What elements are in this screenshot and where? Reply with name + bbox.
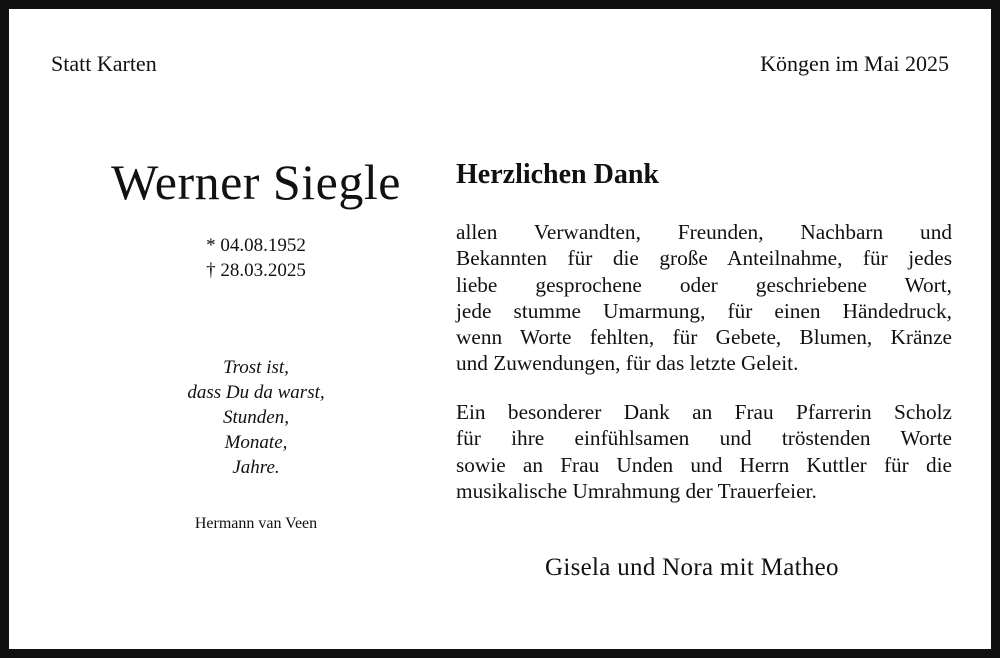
birth-date: * 04.08.1952 — [206, 235, 306, 256]
thanks-title: Herzlichen Dank — [456, 159, 659, 190]
text-line: Ein besonderer Dank an Frau Pfarrerin Scholz — [456, 400, 952, 424]
text-line: allen Verwandten, Freunden, Nachbarn und — [456, 220, 952, 244]
poem-line: Trost ist, — [223, 357, 289, 378]
poem-line: Stunden, — [223, 407, 289, 428]
text-line: sowie an Frau Unden und Herrn Kuttler für die — [456, 452, 952, 477]
thanks-paragraph-2 — [456, 399, 952, 504]
text-line: Bekannten für die große Anteilnahme, für jedes — [456, 246, 952, 271]
deceased-name: Werner Siegle — [111, 154, 401, 210]
poem-line: Monate, — [224, 432, 288, 453]
text-line: jede stumme Umarmung, für einen Händedruck, — [456, 298, 952, 323]
text-line: liebe gesprochene oder geschriebene Wort, — [456, 272, 952, 297]
signature: Gisela und Nora mit Matheo — [545, 554, 839, 581]
thanks-paragraph-1 — [456, 219, 952, 377]
text-line: für ihre einfühlsamen und tröstenden Worte — [456, 426, 952, 451]
header-place-date: Köngen im Mai 2025 — [760, 51, 949, 76]
life-dates — [81, 233, 431, 283]
poem — [81, 355, 431, 480]
header-statt-karten: Statt Karten — [51, 51, 157, 76]
death-date: † 28.03.2025 — [206, 260, 306, 281]
poem-line: Jahre. — [232, 457, 280, 478]
poem-line: dass Du da warst, — [187, 382, 325, 403]
poem-author: Hermann van Veen — [194, 515, 318, 532]
text-line: und Zuwendungen, für das letzte Geleit. — [456, 351, 799, 376]
text-line: wenn Worte fehlten, für Gebete, Blumen, Kränze — [456, 325, 952, 350]
text-line: musikalische Umrahmung der Trauerfeier. — [456, 478, 817, 503]
